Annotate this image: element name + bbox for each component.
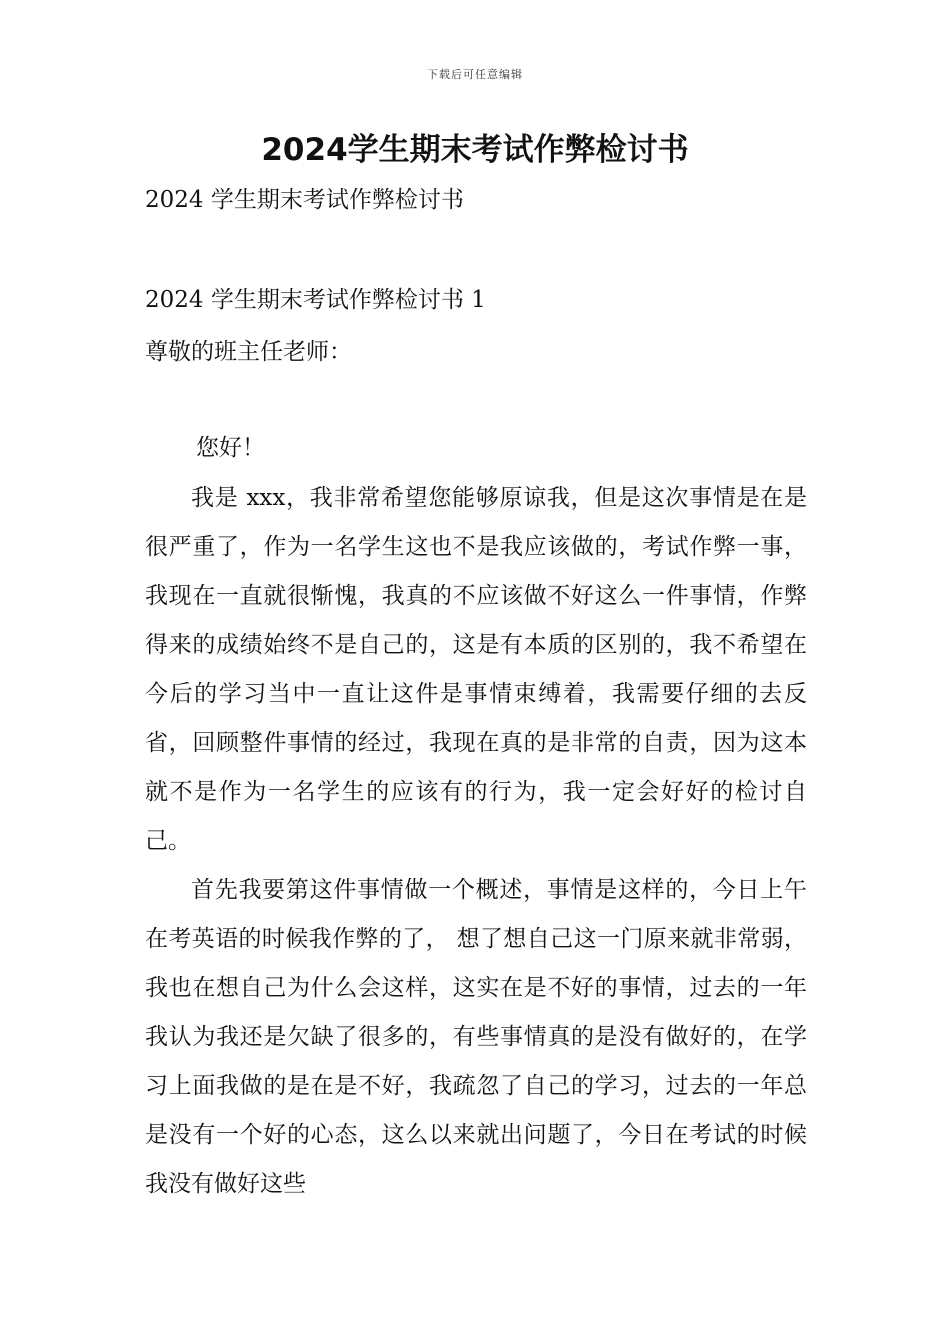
document-title: 2024学生期末考试作弊检讨书 [261, 132, 689, 168]
section-heading: 2024 学生期末考试作弊检讨书 1 [145, 287, 486, 313]
paragraph: 首先我要第这件事情做一个概述，事情是这样的，今日上午在考英语的时候我作弊的了， 想了想自己这一门原来就非常弱，我也在想自己为什么会这样，这实在是不好的事情，过去的一年我认为我还是欠缺了很多的，有些事情真的是没有做好的，在学习上面我做的是在是不好，我疏忽了自己的学习，过去的一年总是没有一个好的心态，这么以来就出问题了，今日在考试的时候我没有做好这些 [145, 877, 807, 1197]
header-note: 下载后可任意编辑 [427, 68, 523, 81]
salutation: 尊敬的班主任老师： [145, 339, 352, 365]
greeting: 您好！ [196, 435, 265, 461]
paragraph: 我是 xxx，我非常希望您能够原谅我，但是这次事情是在是很严重了，作为一名学生这也不是我应该做的，考试作弊一事，我现在一直就很惭愧，我真的不应该做不好这么一件事情，作弊得来的成绩始终不是自己的，这是有本质的区别的，我不希望在今后的学习当中一直让这件是事情束缚着，我需要仔细的去反省，回顾整件事情的经过，我现在真的是非常的自责，因为这本就不是作为一名学生的应该有的行为，我一定会好好的检讨自己。 [145, 485, 807, 854]
letter-body [145, 474, 807, 1209]
subtitle-line: 2024 学生期末考试作弊检讨书 [145, 187, 464, 213]
